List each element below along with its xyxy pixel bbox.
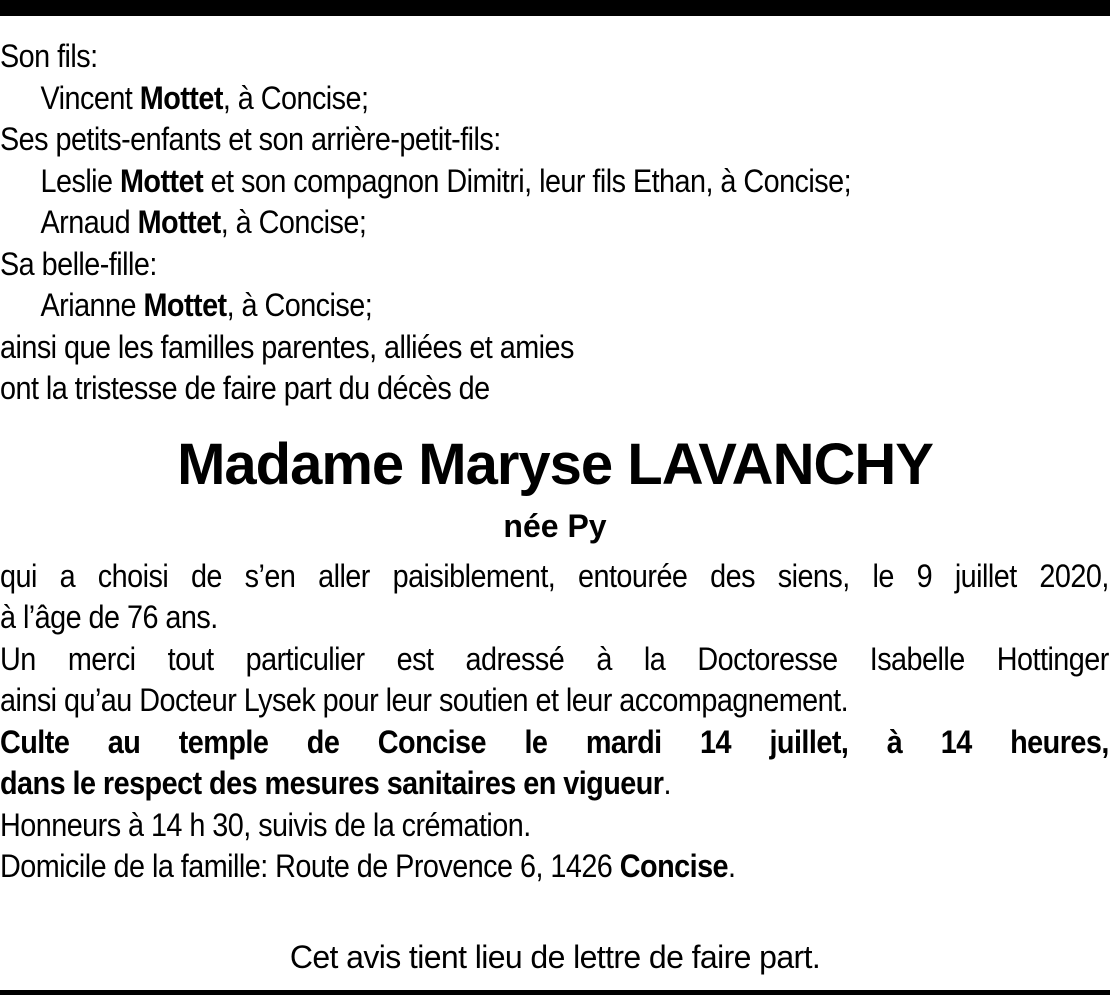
address-end: . [728, 848, 736, 884]
grandchild-2-place: , à Concise; [220, 204, 367, 240]
grandchild-1-first-name: Leslie [40, 162, 113, 199]
son-last-name: Mottet [139, 79, 223, 116]
grandchild-1-last-name: Mottet [119, 162, 204, 199]
daughter-in-law-heading: Sa belle-fille: [0, 245, 157, 282]
son-place: , à Concise; [222, 79, 369, 116]
daughter-in-law-first-name: Arianne [40, 287, 136, 323]
grandchild-entry-2 [0, 202, 999, 244]
son-heading: Son fils: [0, 38, 98, 74]
thanks-line-1: Un merci tout particulier est adressé à la Doctoresse Isabelle Hottinger [0, 640, 1109, 677]
announcement-line: ont la tristesse de faire part du décès de [0, 370, 490, 406]
details-block [0, 556, 1110, 888]
son-first-name: Vincent [40, 79, 133, 116]
address-line [0, 846, 999, 888]
grandchild-1-rest: et son compagnon Dimitri, leur fils Ethan, à Concise; [203, 162, 852, 199]
daughter-in-law-last-name: Mottet [143, 287, 227, 323]
deceased-name: Madame Maryse LAVANCHY [177, 431, 933, 497]
address-prefix: Domicile de la famille: Route de Provence 6, 1426 [0, 848, 620, 884]
passing-line-1: qui a choisi de s’en aller paisiblement, entourée des siens, le 9 juillet 2020, [0, 557, 1109, 594]
address-town: Concise [619, 848, 729, 884]
thanks-line-2: ainsi qu’au Docteur Lysek pour leur soutien et leur accompagnement. [0, 682, 849, 718]
service-line-2 [0, 763, 999, 805]
grandchildren-heading: Ses petits-enfants et son arrière-petit-fils: [0, 121, 501, 157]
daughter-in-law-place: , à Concise; [226, 287, 373, 323]
extended-family-line: ainsi que les familles parentes, alliées et amies [0, 328, 574, 365]
bottom-rule [0, 990, 1110, 995]
grandchild-2-first-name: Arnaud [40, 204, 131, 240]
grandchild-entry-1 [0, 161, 999, 203]
grandchild-2-last-name: Mottet [137, 204, 221, 240]
service-line-1 [0, 722, 1109, 764]
passing-line-2: à l’âge de 76 ans. [0, 599, 218, 635]
honours-line: Honneurs à 14 h 30, suivis de la crémation. [0, 806, 531, 843]
top-rule [0, 0, 1110, 16]
obituary-notice [0, 36, 1110, 888]
maiden-name: née Py [503, 507, 607, 544]
closing-note: Cet avis tient lieu de lettre de faire part. [289, 939, 821, 975]
service-line-2-end: . [663, 765, 671, 801]
son-entry [0, 78, 999, 120]
daughter-in-law-entry [0, 285, 999, 327]
service-line-2-text: dans le respect des mesures sanitaires en vigueur [0, 765, 664, 801]
service-line-1-text: Culte au temple de Concise le mardi 14 juillet, à 14 heures, [0, 723, 1109, 760]
